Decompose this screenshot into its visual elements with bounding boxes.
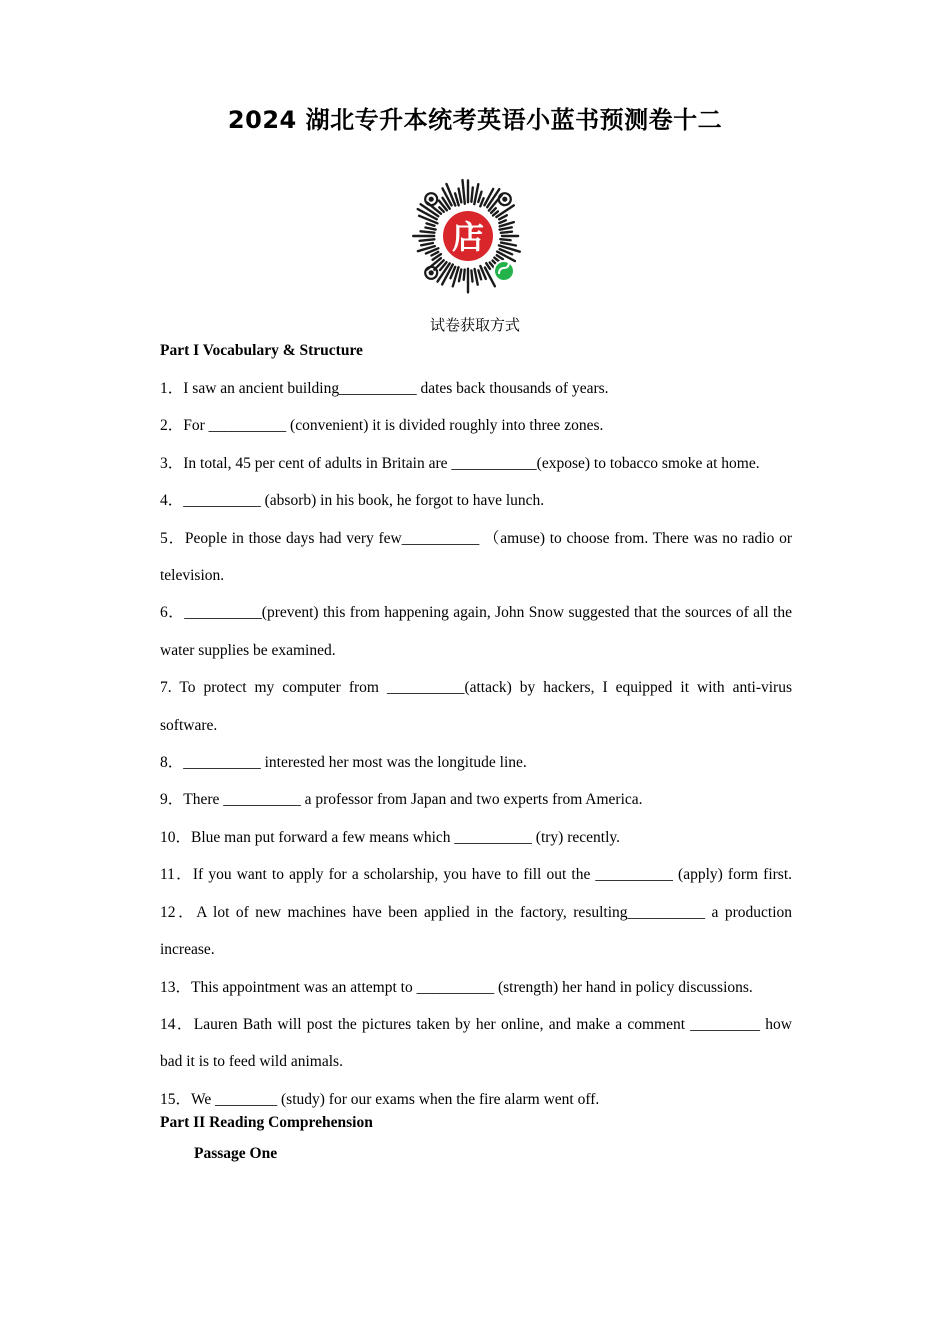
document-body bbox=[160, 340, 792, 1165]
question-13: 13．This appointment was an attempt to __________ (strength) her hand in policy discussions. bbox=[160, 978, 753, 996]
document-title: 2024 湖北专升本统考英语小蓝书预测卷十二 bbox=[227, 106, 723, 134]
question-2: 2．For __________ (convenient) it is divided roughly into three zones. bbox=[160, 417, 604, 435]
question-9: 9．There __________ a professor from Japan and two experts from America. bbox=[160, 791, 643, 809]
question-6: 6．__________(prevent) this from happening again, John Snow suggested that the sources of all the water supplies be examined. bbox=[160, 604, 792, 659]
question-10: 10．Blue man put forward a few means which __________ (try) recently. bbox=[160, 828, 620, 846]
passage-one-heading: Passage One bbox=[194, 1145, 278, 1163]
part-2-heading: Part II Reading Comprehension bbox=[160, 1114, 373, 1132]
part-1-heading: Part I Vocabulary & Structure bbox=[160, 342, 363, 359]
question-7: 7. To protect my computer from __________(attack) by hackers, I equipped it with anti-virus software. bbox=[160, 679, 792, 734]
mini-program-qr-code bbox=[409, 178, 527, 296]
question-11-12: 11．If you want to apply for a scholarship, you have to fill out the __________ (apply) form first. 12．A lot of new machines have been applied in the factory, resulting__________ a production increase. bbox=[160, 866, 792, 959]
question-5: 5．People in those days had very few__________ （amuse) to choose from. There was no radio or television. bbox=[160, 529, 792, 585]
question-15: 15．We ________ (study) for our exams when the fire alarm went off. bbox=[160, 1090, 600, 1108]
store-logo-text: 店 bbox=[451, 218, 485, 256]
question-3: 3．In total, 45 per cent of adults in Britain are ___________(expose) to tobacco smoke at home. bbox=[160, 454, 760, 472]
question-4: 4．__________ (absorb) in his book, he forgot to have lunch. bbox=[160, 492, 545, 510]
mini-program-badge-icon bbox=[494, 261, 514, 281]
question-14: 14．Lauren Bath will post the pictures taken by her online, and make a comment _________ how bad it is to feed wild animals. bbox=[160, 1015, 792, 1071]
question-8: 8．__________ interested her most was the longitude line. bbox=[160, 754, 527, 772]
qr-caption: 试卷获取方式 bbox=[429, 316, 520, 334]
question-1: 1．I saw an ancient building__________ dates back thousands of years. bbox=[160, 380, 609, 397]
